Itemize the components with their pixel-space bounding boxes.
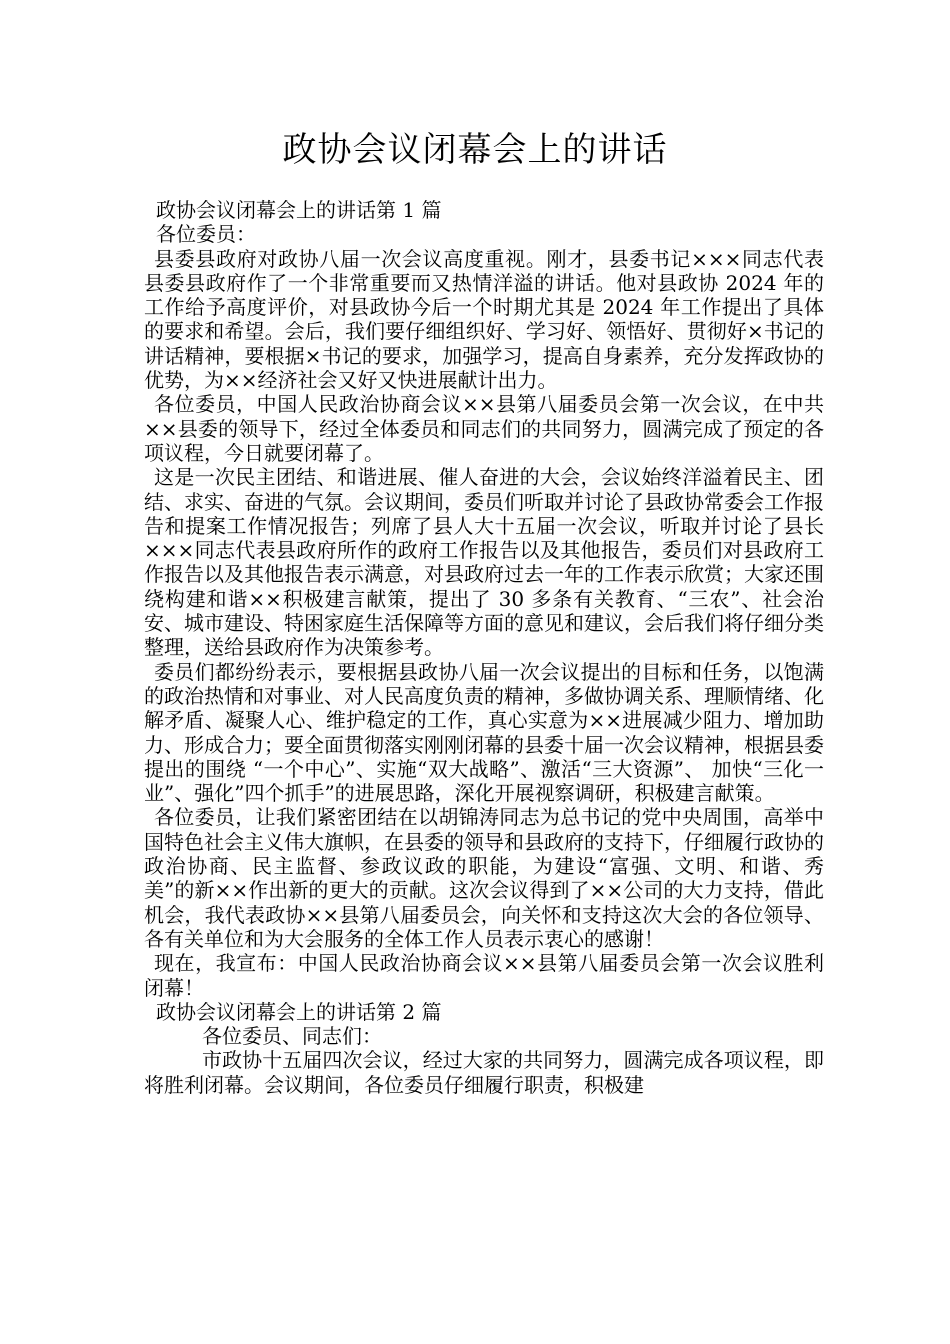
- document-body: [144, 198, 824, 1097]
- section-1-paragraph-4: 委员们都纷纷表示，要根据县政协八届一次会议提出的目标和任务，以饱满的政治热情和对事业、对人民高度负责的精神，多做协调关系、理顺情绪、化解矛盾、凝聚人心、维护稳定的工作，真心实意为××进展减少阻力、增加助力、形成合力；要全面贯彻落实刚刚闭幕的县委十届一次会议精神，根据县委提出的围绕 “一个中心”、实施“双大战略”、激活“三大资源”、 加快“三化一业”、强化”四个抓手”的进展思路，深化开展视察调研，积极建言献策。: [144, 659, 824, 806]
- document-title: 政协会议闭幕会上的讲话: [282, 130, 668, 170]
- section-1-paragraph-5: 各位委员，让我们紧密团结在以胡锦涛同志为总书记的党中央周围，高举中国特色社会主义伟大旗帜，在县委的领导和县政府的支持下，仔细履行政协的政治协商、民主监督、参政议政的职能，为建设“富强、文明、和谐、秀美”的新××作出新的更大的贡献。这次会议得到了××公司的大力支持，借此机会，我代表政协××县第八届委员会，向关怀和支持这次大会的各位领导、各有关单位和为大会服务的全体工作人员表示衷心的感谢！: [144, 805, 824, 951]
- section-1-paragraph-2: 各位委员，中国人民政治协商会议××县第八届委员会第一次会议，在中共××县委的领导下，经过全体委员和同志们的共同努力，圆满完成了预定的各项议程，今日就要闭幕了。: [144, 392, 824, 465]
- section-1-paragraph-3: 这是一次民主团结、和谐进展、催人奋进的大会，会议始终洋溢着民主、团结、求实、奋进的气氛。会议期间，委员们听取并讨论了县政协常委会工作报告和提案工作情况报告；列席了县人大十五届一次会议，听取并讨论了县长×××同志代表县政府所作的政府工作报告以及其他报告，委员们对县政府工作报告以及其他报告表示满意，对县政府过去一年的工作表示欣赏；大家还围绕构建和谐××积极建言献策，提出了 30 多条有关教育、“三农”、社会治安、城市建设、特困家庭生活保障等方面的意见和建议，会后我们将仔细分类整理，送给县政府作为决策参考。: [144, 465, 824, 660]
- section-1-salutation: 各位委员：: [156, 222, 256, 247]
- section-1-heading: 政协会议闭幕会上的讲话第 1 篇: [156, 198, 442, 222]
- section-1-paragraph-6: 现在，我宣布：中国人民政治协商会议××县第八届委员会第一次会议胜利闭幕！: [144, 951, 824, 1000]
- section-1-paragraph-1: 县委县政府对政协八届一次会议高度重视。刚才，县委书记×××同志代表县委县政府作了一个非常重要而又热情洋溢的讲话。他对县政协 2024 年的工作给予高度评价，对县政协今后一个时期尤其是 2024 年工作提出了具体的要求和希望。会后，我们要仔细组织好、学习好、领悟好、贯彻好×书记的讲话精神，要根据×书记的要求，加强学习，提高自身素养，充分发挥政协的优势，为××经济社会又好又快进展献计出力。: [144, 246, 824, 393]
- section-2-salutation: 各位委员、同志们：: [202, 1024, 382, 1049]
- section-2-heading: 政协会议闭幕会上的讲话第 2 篇: [156, 999, 442, 1024]
- section-2-paragraph-1: 市政协十五届四次会议，经过大家的共同努力，圆满完成各项议程，即将胜利闭幕。会议期间，各位委员仔细履行职责，积极建: [144, 1048, 824, 1097]
